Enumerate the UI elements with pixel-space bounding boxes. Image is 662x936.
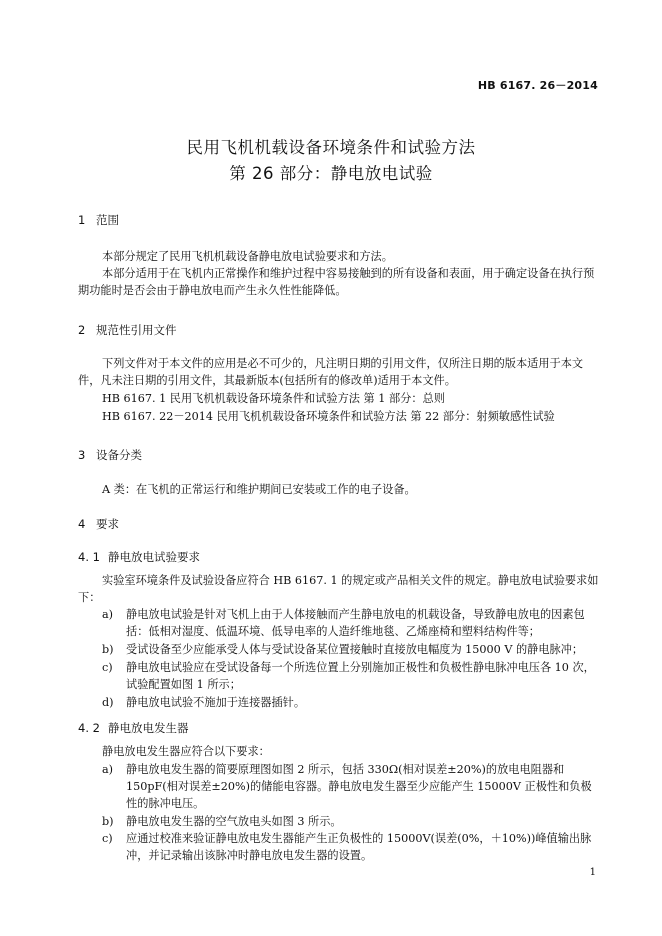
reference-item: HB 6167. 1 民用飞机机载设备环境条件和试验方法 第 1 部分：总则 — [102, 392, 445, 405]
section-number: 4. 1 — [78, 550, 100, 564]
list-text: 静电放电发生器的简要原理图如图 2 所示，包括 330Ω(相对误差±20%)的放电电阻器和 150pF(相对误差±20%)的储能电容器。静电放电发生器至少应能产生 15000V 正极性和负极性的脉冲电压。 — [126, 763, 592, 810]
section-number: 4. 2 — [78, 721, 100, 735]
paragraph: 下列文件对于本文件的应用是必不可少的，凡注明日期的引用文件，仅所注日期的版本适用于本文件，凡未注日期的引用文件，其最新版本(包括所有的修改单)适用于本文件。 — [78, 357, 584, 387]
document-code: HB 6167. 26－2014 — [477, 79, 598, 92]
paragraph: A 类：在飞机的正常运行和维护期间已安装或工作的电子设备。 — [102, 483, 416, 496]
list-item — [102, 694, 600, 711]
list-item — [102, 606, 600, 640]
list-marker: c) — [102, 661, 113, 674]
section-title: 静电放电试验要求 — [108, 550, 200, 564]
paragraph: 本部分规定了民用飞机机载设备静电放电试验要求和方法。 — [102, 250, 393, 263]
document-subtitle: 第 26 部分：静电放电试验 — [229, 164, 433, 183]
list-marker: a) — [102, 608, 114, 621]
paragraph: 实验室环境条件及试验设备应符合 HB 6167. 1 的规定或产品相关文件的规定。静电放电试验要求如下： — [78, 574, 599, 604]
section-number: 3 — [78, 448, 86, 462]
list-marker: b) — [102, 815, 114, 828]
section-number: 4 — [78, 517, 86, 531]
section-title: 范围 — [96, 213, 119, 227]
page-number: 1 — [589, 867, 596, 878]
list-marker: b) — [102, 643, 114, 656]
list-text: 静电放电试验是针对飞机上由于人体接触而产生静电放电的机载设备，导致静电放电的因素包括：低相对湿度、低温环境、低导电率的人造纤维地毯、乙烯座椅和塑料结构件等； — [126, 608, 585, 638]
section-4-2-heading — [78, 720, 189, 736]
list-marker: a) — [102, 763, 114, 776]
section-4-heading — [78, 516, 119, 532]
list-item — [102, 659, 600, 693]
list-text: 静电放电试验应在受试设备每一个所选位置上分别施加正极性和负极性静电脉冲电压各 10 次，试验配置如图 1 所示； — [126, 661, 595, 691]
section-1-heading — [78, 212, 119, 228]
list-item — [102, 813, 600, 830]
list-item — [102, 830, 600, 864]
section-title: 设备分类 — [96, 448, 142, 462]
list-text: 静电放电发生器的空气放电头如图 3 所示。 — [126, 815, 342, 828]
list-marker: c) — [102, 832, 113, 845]
list-text: 受试设备至少应能承受人体与受试设备某位置接触时直接放电幅度为 15000 V 的静电脉冲； — [126, 643, 584, 656]
list-text: 应通过校准来验证静电放电发生器能产生正负极性的 15000V(误差(0%，＋10%))峰值输出脉冲，并记录输出该脉冲时静电放电发生器的设置。 — [126, 832, 592, 862]
paragraph: 静电放电发生器应符合以下要求： — [102, 745, 270, 758]
section-title: 静电放电发生器 — [108, 721, 189, 735]
list-item — [102, 641, 600, 658]
section-2-heading — [78, 322, 177, 338]
section-3-heading — [78, 447, 142, 463]
section-number: 2 — [78, 323, 86, 337]
paragraph: 本部分适用于在飞机内正常操作和维护过程中容易接触到的所有设备和表面，用于确定设备在执行预期功能时是否会由于静电放电而产生永久性性能降低。 — [78, 267, 595, 297]
list-item — [102, 761, 600, 812]
list-text: 静电放电试验不施加于连接器插针。 — [126, 696, 306, 709]
section-title: 要求 — [96, 517, 119, 531]
list-marker: d) — [102, 696, 114, 709]
section-number: 1 — [78, 213, 86, 227]
document-title: 民用飞机机载设备环境条件和试验方法 — [186, 138, 476, 157]
section-title: 规范性引用文件 — [96, 323, 177, 337]
section-4-1-heading — [78, 549, 200, 565]
reference-item: HB 6167. 22－2014 民用飞机机载设备环境条件和试验方法 第 22 部分：射频敏感性试验 — [102, 410, 555, 423]
